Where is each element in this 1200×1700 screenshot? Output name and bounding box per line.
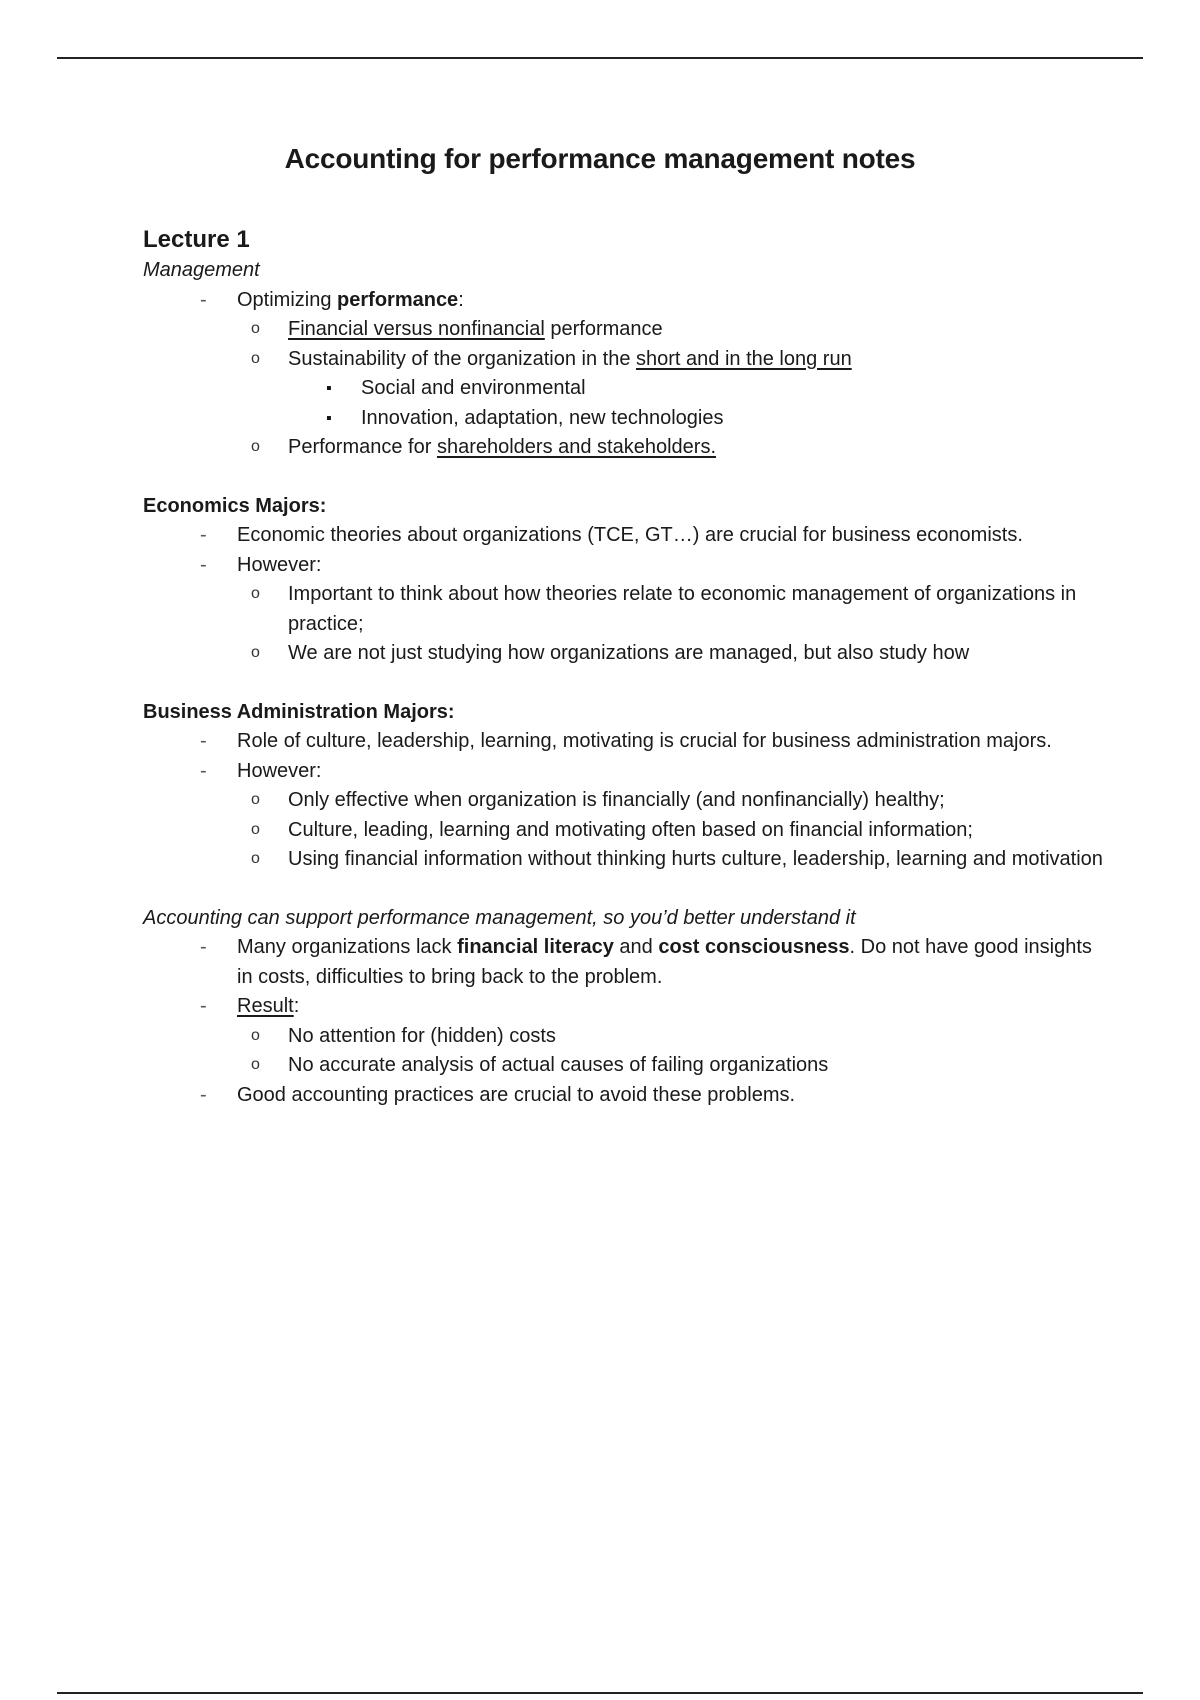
list-item: o Important to think about how theories relate to economic management of organizations in practice; bbox=[143, 580, 1103, 639]
list-item: ▪ Social and environmental bbox=[143, 374, 1103, 404]
result-sublist bbox=[143, 1022, 1103, 1081]
management-sublist bbox=[143, 315, 1103, 463]
list-item: - However: o Important to think about how theories relate to economic management of organizations in practice; o We are not just studying how organizations are managed, but also study how bbox=[143, 551, 1103, 669]
business-list bbox=[143, 727, 1103, 875]
list-item: o Financial versus nonfinancial performance bbox=[143, 315, 1103, 345]
list-item: o Culture, leading, learning and motivating often based on financial information; bbox=[143, 816, 1103, 846]
list-item: o No accurate analysis of actual causes of failing organizations bbox=[143, 1051, 1103, 1081]
document-title: Accounting for performance management notes bbox=[284, 143, 916, 174]
management-list bbox=[143, 286, 1103, 463]
list-item: o Performance for shareholders and stakeholders. bbox=[143, 433, 1103, 463]
list-item: - Result: o No attention for (hidden) costs o No accurate analysis of actual causes of failing organizations bbox=[143, 992, 1103, 1081]
accounting-list bbox=[143, 933, 1103, 1110]
business-heading: Business Administration Majors: bbox=[143, 700, 455, 723]
list-item: o We are not just studying how organizations are managed, but also study how bbox=[143, 639, 1103, 669]
list-item: o No attention for (hidden) costs bbox=[143, 1022, 1103, 1052]
list-item: o Using financial information without thinking hurts culture, leadership, learning and motivation bbox=[143, 845, 1103, 875]
list-item: - Good accounting practices are crucial to avoid these problems. bbox=[143, 1081, 1103, 1111]
economics-heading: Economics Majors: bbox=[143, 494, 327, 517]
list-item: - Many organizations lack financial literacy and cost consciousness. Do not have good insights in costs, difficulties to bring back to the problem. bbox=[143, 933, 1103, 992]
list-item: - Economic theories about organizations (TCE, GT…) are crucial for business economists. bbox=[143, 521, 1103, 551]
header-rule bbox=[57, 57, 1143, 59]
list-item: - Role of culture, leadership, learning, motivating is crucial for business administration majors. bbox=[143, 727, 1103, 757]
lecture-heading: Lecture 1 bbox=[143, 226, 250, 253]
footer-rule bbox=[57, 1692, 1143, 1694]
business-sublist bbox=[143, 786, 1103, 875]
sustainability-sublist bbox=[143, 374, 1103, 433]
document-body bbox=[143, 224, 1103, 1110]
list-item: ▪ Innovation, adaptation, new technologies bbox=[143, 404, 1103, 434]
list-item: o Only effective when organization is financially (and nonfinancially) healthy; bbox=[143, 786, 1103, 816]
economics-sublist bbox=[143, 580, 1103, 669]
list-item: - Optimizing performance: o Financial versus nonfinancial performance o Sustainability of the organization in the short and in the long run ▪ Social and environmental ▪ Innovation, adaptation, new technologies o Performance for shareholders and stakeholders. bbox=[143, 286, 1103, 463]
management-heading: Management bbox=[143, 259, 260, 281]
list-item: o Sustainability of the organization in the short and in the long run ▪ Social and environmental ▪ Innovation, adaptation, new technologies bbox=[143, 345, 1103, 434]
list-item: - However: o Only effective when organization is financially (and nonfinancially) healthy; o Culture, leading, learning and motivating often based on financial information; o Using financial information without thinking hurts culture, leadership, learning and motivation bbox=[143, 757, 1103, 875]
economics-list bbox=[143, 521, 1103, 669]
accounting-heading: Accounting can support performance management, so you’d better understand it bbox=[143, 906, 856, 929]
